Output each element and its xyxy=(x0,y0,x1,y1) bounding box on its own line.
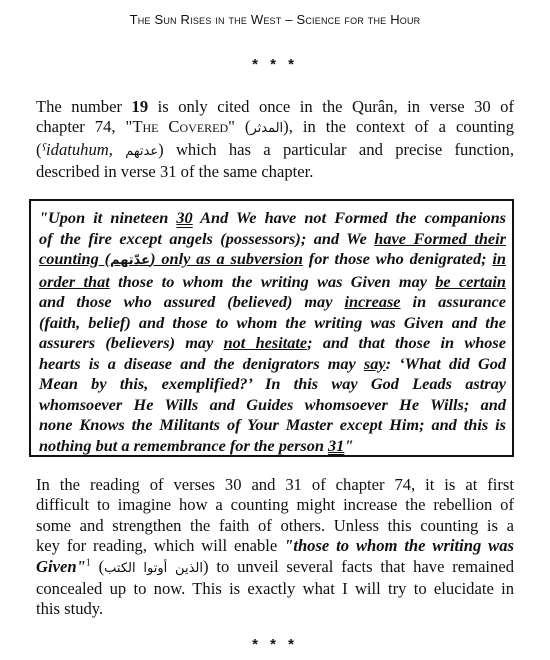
outro-line-7: this study. xyxy=(36,599,104,619)
outro-line-1: In the reading of verses 30 and 31 of chapter 74, it is at first xyxy=(36,475,514,494)
outro-text: ) to unveil several facts that have remained xyxy=(202,556,515,576)
underlined-phrase: in xyxy=(492,249,506,268)
quote-line-8 xyxy=(39,354,506,375)
quote-text: those to whom the writing was Given may xyxy=(109,271,436,291)
quote-line-1 xyxy=(39,208,506,229)
outro-line-3: some and strengthen the faith of others. Unless this counting is a xyxy=(36,515,514,535)
quote-text: " xyxy=(344,435,354,455)
intro-line-4: described in verse 31 of the same chapter. xyxy=(36,162,314,182)
quote-text: of the fire except angels (possessors); and We xyxy=(39,228,375,248)
section-separator-top: * * * xyxy=(252,56,298,73)
outro-text: key for reading, which will enable xyxy=(36,536,285,556)
underlined-phrase: order that xyxy=(39,271,110,291)
quote-line-10: whomsoever He Wills and Guides whomsoever He Wills; and xyxy=(39,394,506,414)
quote-text: : ‘What did God xyxy=(385,353,506,373)
underlined-phrase: have Formed their xyxy=(374,228,506,248)
intro-text: The number xyxy=(36,97,132,116)
intro-text: ), in the context of a counting xyxy=(283,117,515,137)
section-separator-bottom: * * * xyxy=(252,636,298,653)
outro-line-5 xyxy=(36,557,514,579)
quote-line-4 xyxy=(39,272,506,293)
quote-text: And We have not Formed the companions xyxy=(192,208,506,227)
quote-text: and those who assured (believed) may xyxy=(39,292,345,311)
quote-line-3 xyxy=(39,249,506,272)
running-title xyxy=(0,12,550,27)
quoted-phrase: "those to whom the writing was xyxy=(284,536,514,556)
intro-line-2 xyxy=(36,117,514,139)
intro-text: ( xyxy=(36,139,42,159)
transliteration: ˁidatuhum, xyxy=(41,139,113,159)
outro-line-2: difficult to imagine how a counting might increase the rebellion of xyxy=(36,495,514,515)
intro-paragraph xyxy=(36,97,514,183)
quote-text: nothing but a remembrance for the person xyxy=(39,435,329,455)
underlined-phrase: ) only as a subversion xyxy=(150,249,303,268)
outro-text: ( xyxy=(90,556,105,576)
outro-line-4 xyxy=(36,536,514,556)
number-19: 19 xyxy=(131,97,149,116)
quote-line-9: Mean by this, exemplified?’ In this way God Leads astray xyxy=(39,374,506,393)
quote-text: for those who denigrated; xyxy=(302,249,493,268)
quote-text: hearts is a disease and the denigrators may xyxy=(39,353,364,373)
outro-paragraph xyxy=(36,475,514,620)
running-title-text: The Sun Rises in the West – Science for the Hour xyxy=(129,12,421,27)
arabic-word: عدّتهم xyxy=(110,253,151,268)
quote-line-7 xyxy=(39,333,506,354)
quote-text: "Upon it nineteen xyxy=(39,208,177,227)
quote-text: assurers (believers) may xyxy=(39,333,224,352)
quoted-phrase: Given" xyxy=(36,556,86,576)
underlined-phrase: say xyxy=(363,353,386,373)
arabic-phrase: الذين أوتوا الكتب xyxy=(104,560,203,576)
quote-text: ; and that those in whose xyxy=(307,333,506,352)
intro-text: is only cited once in the Qurân, in verse 30 of xyxy=(148,97,514,116)
chapter-title: The Covered xyxy=(132,117,229,137)
intro-text: ) which has a particular and precise function, xyxy=(158,139,514,159)
arabic-chapter-name: المدثر xyxy=(250,121,284,137)
verse-quote xyxy=(39,208,506,456)
quote-line-5 xyxy=(39,292,506,313)
outro-line-6: concealed up to now. This is exactly what I will try to elucidate in xyxy=(36,579,514,599)
quote-line-11: none Knows the Militants of Your Master except Him; and this is xyxy=(39,415,506,434)
underlined-phrase: not hesitate xyxy=(223,333,308,352)
underlined-phrase: increase xyxy=(344,292,401,311)
intro-line-1 xyxy=(36,97,514,117)
quote-line-6: (faith, belief) and those to whom the writing was Given and the xyxy=(39,312,506,332)
intro-line-3 xyxy=(36,140,514,162)
intro-text: chapter 74, " xyxy=(36,117,133,137)
quote-text: in assurance xyxy=(400,292,506,311)
verse-number-30: 30 xyxy=(176,208,193,227)
arabic-word: عدتهم xyxy=(125,143,159,159)
underlined-phrase: counting ( xyxy=(39,249,111,268)
intro-text: " ( xyxy=(228,117,251,137)
underlined-phrase: be certain xyxy=(435,271,506,291)
quote-line-2 xyxy=(39,229,506,250)
footnote-marker[interactable]: 1 xyxy=(85,557,91,569)
quote-box xyxy=(29,199,514,457)
verse-number-31: 31 xyxy=(328,435,345,455)
quote-line-12 xyxy=(39,436,506,457)
